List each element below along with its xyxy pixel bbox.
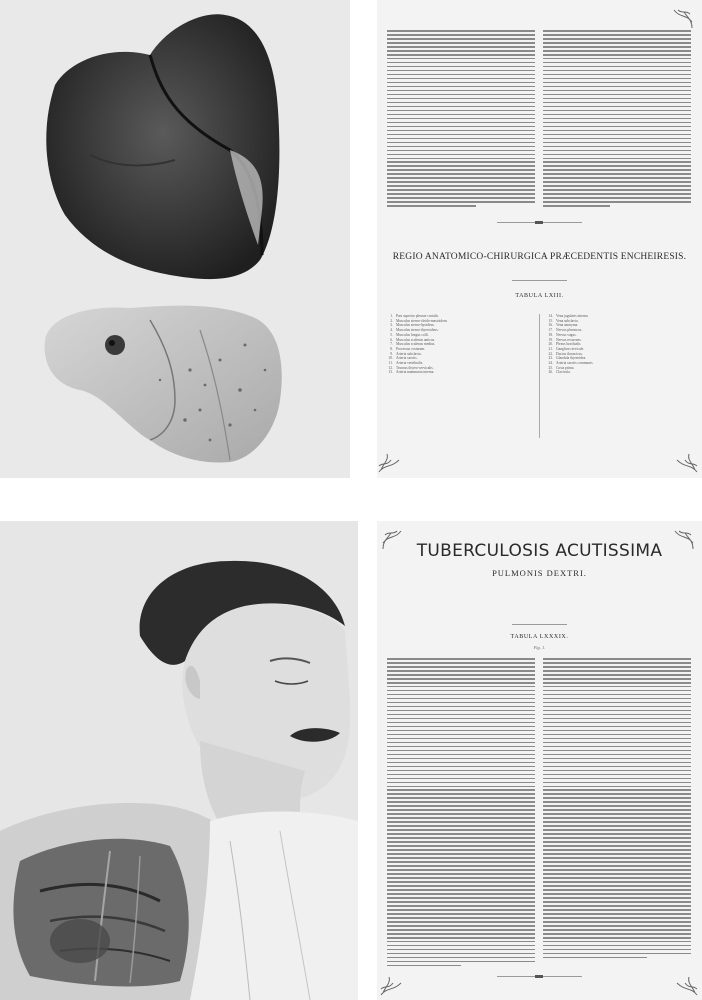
section-divider-dot — [535, 975, 543, 978]
corner-ornament-bottom-left — [379, 973, 403, 997]
legend-list-right — [547, 314, 692, 375]
lungs-illustration — [0, 0, 350, 478]
legend-row: 20. Plexus brachialis. — [548, 342, 582, 347]
figure-label: Fig. 1. — [533, 645, 546, 650]
legend-column-divider — [539, 314, 540, 438]
plate-patient — [0, 521, 358, 1000]
legend-row: 18. Nervus vagus. — [548, 332, 577, 337]
legend-row: 2. Musculus sterno-cleido-mastoideus — [390, 318, 448, 323]
legend-row: 1. Pars superior pleurae costalis. — [390, 314, 439, 318]
legend-row: 21. Ganglion cervicale. — [548, 346, 585, 351]
legend-row: 4. Musculus sterno-thyreoideus. — [390, 328, 439, 333]
legend-row: 17. Nervus phrenicus. — [548, 328, 583, 333]
page-regio-anatomico — [377, 0, 702, 478]
legend-row: 11. Arteria vertebralis. — [388, 361, 424, 366]
legend-row: 26. Clavicula. — [548, 370, 571, 375]
legend-row: 3. Musculus sterno-hyoideus. — [390, 323, 435, 328]
legend-row: 6. Musculus scalenus anticus. — [390, 337, 436, 342]
plate-lungs — [0, 0, 350, 478]
legend-row: 8. Processus costarum. — [390, 346, 426, 351]
legend-row: 22. Ductus thoracicus. — [548, 351, 583, 356]
body-text-column-right — [543, 658, 691, 961]
legend-row: 16. Vena anonyma. — [548, 323, 579, 328]
table-title: TABULA LXXXIX. — [510, 634, 569, 640]
body-text-column-left — [387, 30, 535, 209]
legend-row: 7. Musculus scalenus medius. — [390, 342, 436, 347]
legend-row: 13. Arteria mammaria interna. — [388, 370, 435, 375]
body-text-column-right — [543, 30, 691, 209]
document-title: TUBERCULOSIS ACUTISSIMA — [416, 541, 663, 561]
legend-row: 14. Vena jugularis interna. — [548, 314, 589, 318]
title-underline — [512, 280, 567, 281]
corner-ornament-bottom-left — [377, 450, 401, 474]
table-title: TABULA LXIII. — [515, 293, 564, 299]
title-underline — [512, 624, 567, 625]
legend-row: 23. Glandula thyreoidea. — [548, 356, 587, 361]
page-tuberculosis — [377, 521, 702, 1000]
legend-row: 15. Vena subclavia. — [548, 318, 579, 323]
corner-ornament-top-right — [672, 8, 694, 30]
legend-list-left — [387, 314, 537, 375]
patient-illustration — [0, 521, 358, 1000]
legend-row: 9. Arteria subclavia. — [390, 351, 422, 356]
section-divider-dot — [535, 221, 543, 224]
legend-row: 12. Truncus thyreo-cervicalis. — [388, 365, 434, 370]
section-title: REGIO ANATOMICO-CHIRURGICA PRÆCEDENTIS ENCHEIRESIS. — [392, 252, 687, 262]
corner-ornament-bottom-right — [675, 973, 699, 997]
corner-ornament-bottom-right — [675, 450, 699, 474]
document-subtitle: PULMONIS DEXTRI. — [492, 568, 587, 578]
legend-row: 19. Nervus recurrens. — [548, 337, 582, 342]
legend-row: 24. Arteria carotis communis. — [548, 361, 594, 366]
legend-row: 25. Costa prima. — [548, 365, 575, 370]
body-text-column-left — [387, 658, 535, 969]
legend-row: 10. Arteria carotis. — [388, 356, 418, 361]
legend-row: 5. Musculus longus colli. — [390, 332, 429, 337]
